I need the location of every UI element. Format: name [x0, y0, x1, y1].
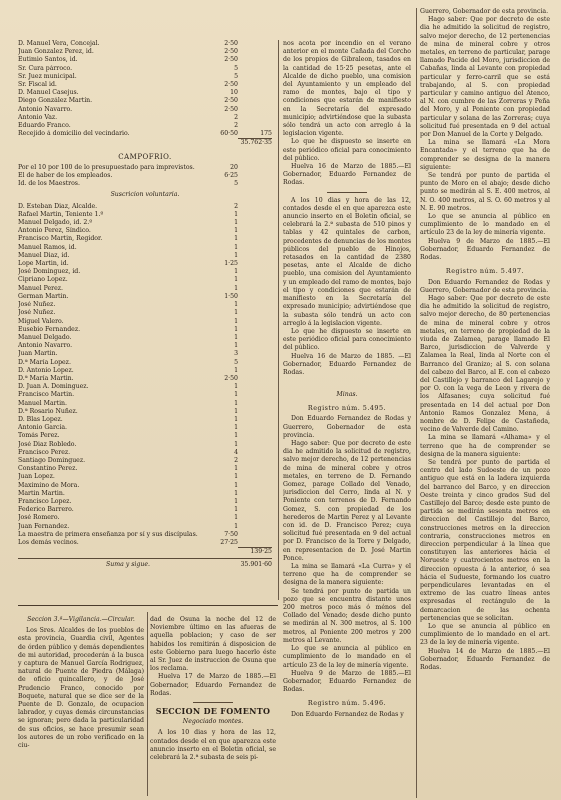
list-item — [18, 235, 272, 243]
column-divider — [147, 612, 148, 796]
reg-para: Don Eduardo Fernandez de Rodas y Guerrero, Gobernador de esta provincia. — [420, 278, 550, 294]
subtotal-value: 35.762·35 — [238, 138, 272, 147]
vigilancia-heading: Seccion 3.ª—Vigilancia.—Circular. — [27, 616, 135, 623]
item-amount: 1 — [234, 301, 238, 309]
fomento-column — [150, 612, 276, 796]
item-amount: 1 — [234, 251, 238, 259]
list-item — [18, 48, 272, 56]
vigilancia-column — [18, 612, 144, 796]
minas-para: Hago saber: Que por decreto de este dia he admitido la solicitud de registro, salvo mejor derecho, de 12 pertenencias de mina de mineral cobre y otros metales, en terreno de D. Fernando Gomez, parage Collado del Venado, jurisdiccion del Cerro, linda al N. y Poniente con terrenos de D. Fernando Gomez, S. con propiedad de los herederos de Martin Perez y al Levante con id. de D. Francisco Perez; cuya solicitud fué presentada en 9 del actual por D. Francisco de la Torre y Delgado, en representacion de D. José Martin Ponce. — [283, 440, 411, 562]
list-item — [18, 506, 272, 514]
subasta-column — [283, 40, 411, 385]
item-name: Manuel Delgado, id. 2.º — [18, 219, 93, 227]
list-item — [18, 114, 272, 122]
list-item — [18, 473, 272, 481]
subasta-paragraph: nos acota por incendio en el verano anterior en el monte Cañada del Corcho de los propios de Gibraleon, tasados en la cantidad de 15·25 pesetas, ante el Alcalde de dicho pueblo, una comision del Ayuntamiento y un empleado del ramo de montes, bajo el tipo y condiciones que estarán de manifiesto en la Secretaría del expresado municipio; advirtiéndose que la subasta sólo tendrá un acto con arreglo á la legislacion vigente. — [283, 40, 411, 138]
suma-value: 35.901·60 — [240, 561, 272, 569]
item-amount: 2·50 — [224, 81, 238, 89]
item-name: Eusebio Fernandez. — [18, 325, 81, 333]
list-item — [18, 350, 272, 358]
list-item — [18, 342, 272, 350]
subtotal-row — [18, 138, 272, 147]
subasta-notice-2: Lo que he dispuesto se inserte en este periódico oficial para conocimiento del público. — [283, 327, 411, 352]
item-name: Federico Barrero. — [18, 506, 74, 514]
item-total — [238, 114, 272, 122]
item-name: Martin Martin. — [18, 489, 65, 497]
list-item — [18, 326, 272, 334]
item-name: Por el 10 por 100 de lo presupuestado para imprevistos. — [18, 163, 195, 171]
item-amount: 1 — [234, 317, 238, 325]
item-name: Juan Lopez. — [18, 473, 55, 481]
campofrio-list — [18, 164, 272, 189]
item-amount: 1 — [234, 514, 238, 522]
item-name: Maximino de Mora. — [18, 481, 80, 489]
subasta-notice: Lo que he dispuesto se inserte en este periódico oficial para conocimiento del público. — [283, 138, 411, 162]
voluntaria-col-total: 139·25 — [238, 547, 272, 556]
minas-heading: Minas. — [336, 391, 358, 398]
item-name: Sr. Juez municipal. — [18, 72, 77, 80]
column-divider — [416, 8, 417, 798]
item-total — [238, 81, 272, 89]
item-name: Cipriano Lopez. — [18, 276, 68, 284]
list-item — [18, 432, 272, 440]
item-amount: 1 — [234, 383, 238, 391]
reg-para: La mina se llamará «Alhama» y el terreno que ha de comprender se designa de la manera siguiente: — [420, 434, 550, 458]
donation-list-column — [18, 40, 272, 610]
list-item — [18, 130, 272, 138]
item-name: Juan Martin. — [18, 350, 58, 358]
list-item — [18, 293, 272, 301]
voluntaria-total-row — [18, 547, 272, 556]
item-amount: 1·50 — [224, 292, 238, 300]
item-total — [238, 89, 272, 97]
item-name: José Nuñez. — [18, 309, 56, 317]
list-item — [18, 375, 272, 383]
item-name: Tomás Perez. — [18, 432, 60, 440]
list-item — [18, 309, 272, 317]
voluntaria-list — [18, 203, 272, 548]
minas-para: Don Eduardo Fernandez de Rodas y — [291, 710, 404, 718]
reg-para: Guerrero, Gobernador de esta provincia. — [420, 8, 549, 15]
reg-para: Lo que se anuncia al público en cumplimiento de lo mandado en el artículo 23 de la ley de minería vigente. — [420, 213, 550, 237]
item-amount: 3 — [234, 350, 238, 358]
item-name: Los demás vecinos. — [18, 538, 79, 546]
list-item — [18, 40, 272, 48]
list-item — [18, 122, 272, 130]
item-name: Santiago Dominguez. — [18, 456, 86, 464]
item-name: Juan Gonzalez Perez, id. — [18, 48, 94, 56]
item-name: Antonio Navarro. — [18, 342, 73, 350]
item-amount: 6·25 — [224, 172, 238, 180]
list-item — [18, 416, 272, 424]
item-amount: 1 — [234, 506, 238, 514]
item-amount: 1 — [234, 407, 238, 415]
item-amount: 60·50 — [220, 130, 238, 138]
list-item — [18, 180, 272, 188]
item-name: Antonio García. — [18, 424, 68, 432]
item-name: Manuel Perez. — [18, 284, 63, 292]
list-item — [18, 383, 272, 391]
item-name: José Romero. — [18, 514, 60, 522]
item-amount: 1 — [234, 489, 238, 497]
item-name: Antonio Perez, Síndico. — [18, 227, 91, 235]
item-total — [238, 164, 272, 172]
list-item — [18, 301, 272, 309]
suma-row — [18, 561, 272, 569]
item-amount: 2·50 — [224, 48, 238, 56]
item-name: Recejido á domicilio del vecindario. — [18, 130, 130, 138]
list-item — [18, 514, 272, 522]
item-name: D. Esteban Diaz, Alcalde. — [18, 202, 98, 210]
item-name: D.ª María Lopez. — [18, 358, 71, 366]
item-amount: 27·25 — [220, 538, 238, 546]
list-item — [18, 172, 272, 180]
reg-para: La mina se llamará «La Mora Encantada» y el terreno que ha de comprender se designa de la manera siguiente: — [420, 139, 550, 171]
item-name: Constantino Perez. — [18, 465, 78, 473]
minas-para: Don Eduardo Fernandez de Rodas y Guerrero, Gobernador de esta provincia. — [283, 415, 411, 439]
list-item — [18, 334, 272, 342]
donation-list-top — [18, 40, 272, 138]
list-item — [18, 482, 272, 490]
fomento-para: A los 10 dias y hora de las 12, contados desde el en que aparezca este anuncio inserto en el Boletin oficial, se celebrará la 2.ª subasta de seis pi- — [150, 729, 276, 762]
item-amount: 1 — [234, 333, 238, 341]
list-item — [18, 424, 272, 432]
item-name: D. Manuel Vera, Concejal. — [18, 40, 100, 47]
list-item — [18, 441, 272, 449]
item-amount: 2·50 — [224, 97, 238, 105]
item-name: José Nuñez. — [18, 301, 56, 309]
list-item — [18, 457, 272, 465]
voluntaria-heading: Suscricion voluntaria. — [110, 191, 180, 199]
list-item — [18, 539, 272, 547]
item-amount: 1 — [234, 210, 238, 218]
item-amount: 7·50 — [224, 530, 238, 538]
item-name: Eutimio Santos, id. — [18, 56, 78, 64]
campofrio-heading: CAMPOFRIO. — [118, 152, 172, 161]
item-total — [238, 122, 272, 130]
item-name: D.ª María Martin. — [18, 374, 74, 382]
item-amount: 1 — [234, 465, 238, 473]
list-item — [18, 97, 272, 105]
vigilancia-signature: Huelva 17 de Marzo de 1885.—El Gobernador, Eduardo Fernandez de Rodas. — [150, 673, 276, 697]
item-amount: 1 — [234, 424, 238, 432]
reg-para: Lo que se anuncia al público en cumplimiento de lo mandado en el art. 23 de la ley de minería vigente. — [420, 623, 550, 647]
subasta-paragraph-2: A los 10 dias y hora de las 12, contados desde el en que aparezca este anuncio inserto en el Boletin oficial, se celebrará la 2.ª subasta de 510 pinos y tablas y 42 quintales de carbon, procedentes de denuncias de los montes públicos del pueblo de Hinojos, retasados en la cantidad de 2380 pesetas, ante el Alcalde de dicho pueblo, una comision del Ayuntamiento y un empleado del ramo de montes, bajo el tipo y condiciones que estarán de manifiesto en la Secretaría del expresado municipio; advirtiéndose que la subasta sólo tendrá un acto con arreglo á la legislacion vigente. — [283, 196, 411, 327]
list-item — [18, 252, 272, 260]
item-total — [238, 97, 272, 105]
list-item — [18, 498, 272, 506]
item-amount: 1 — [234, 391, 238, 399]
section-divider — [18, 605, 278, 606]
item-name: Sr. Fiscal id. — [18, 81, 57, 89]
item-total — [238, 106, 272, 114]
list-item — [18, 490, 272, 498]
item-amount: 1 — [234, 522, 238, 530]
item-name: D. Manuel Casejus. — [18, 89, 79, 97]
item-amount: 1 — [234, 399, 238, 407]
subasta-signature: Huelva 16 de Marzo de 1885.—El Gobernador, Eduardo Fernandez de Rodas. — [283, 163, 411, 187]
item-amount: 2 — [234, 202, 238, 210]
reg-para: Se tendrá por punto de partida el centro del lado Sudoeste de un pozo antiguo que está en la ladera izquierda del barranco del Barco, y en direccion Oeste treinta y cinco grados Sud del Castillejo del Barco; desde este punto de partida se medirán sesenta metros en direccion del Castillejo del Barco, construcciones metros en la direccion contraria, construcciones metros en direccion perpendicular á la línea que constituyen las anteriores hácia el Norueste y cuatrocientos metros en la direccion opuesta á la anterior, ó sea hácia el Sudueste, formando los cuatro perpendiculares levantadas en el extremo de las cuatro líneas antes expresadas el rectángulo de la demarcacion de las ochenta pertenencias que se solicitan. — [420, 458, 550, 622]
item-name: Francisco Martin. — [18, 391, 75, 399]
item-name: D. Juan A. Dominguez. — [18, 383, 89, 391]
list-item — [18, 268, 272, 276]
item-amount: 1 — [234, 366, 238, 374]
item-amount: 1 — [234, 227, 238, 235]
list-item — [18, 531, 272, 539]
item-amount: 1·25 — [224, 260, 238, 268]
item-amount: 2 — [234, 456, 238, 464]
list-item — [18, 465, 272, 473]
list-item — [18, 244, 272, 252]
registro-5495: Registro núm. 5.495. — [307, 404, 387, 413]
item-amount: 5 — [234, 64, 238, 72]
item-amount: 1 — [234, 440, 238, 448]
reg-para: Se tendrá por punto de partida el punto de Moro en el abajo; desde dicho punto se medirán al S. E. 400 metros, al N. O. 400 metros, al S. O. 60 metros y al N. E. 90 metros. — [420, 172, 550, 212]
list-item — [18, 65, 272, 73]
item-name: José Dominguez, id. — [18, 268, 81, 276]
item-name: Francisco Martin, Regidor. — [18, 235, 103, 243]
item-amount: 1 — [234, 432, 238, 440]
item-total — [238, 172, 272, 180]
item-name: Antonio Navarro. — [18, 105, 73, 113]
list-item — [18, 276, 272, 284]
item-name: Manuel Ramos, id. — [18, 243, 77, 251]
item-total — [238, 40, 272, 48]
item-amount: 1 — [234, 309, 238, 317]
item-name: Sr. Cura párroco. — [18, 64, 73, 72]
item-amount: 1 — [234, 268, 238, 276]
subasta-signature-2: Huelva 16 de Marzo de 1885. —El Gobernador, Eduardo Fernandez de Rodas. — [283, 352, 411, 376]
item-total — [238, 73, 272, 81]
list-item — [18, 203, 272, 211]
list-item — [18, 106, 272, 114]
list-item — [18, 449, 272, 457]
item-amount: 1 — [234, 473, 238, 481]
item-name: D. Antonio Lopez. — [18, 366, 74, 374]
item-amount: 1 — [234, 276, 238, 284]
item-name: Manuel Delgado. — [18, 333, 72, 341]
negociado-heading: Negociado montes. — [182, 718, 244, 726]
vigilancia-para: Los Sres. Alcaldes de los pueblos de esta provincia, Guardia civil, Agentes de órden público y demás dependientes de mi autoridad, procederán á la busca y captura de Manuel García Rodriguez, natural de Puente de Piedra (Málaga) de oficio quincallero, y de José Prudencio Franco, conocido por Boquete, natural que se dice ser de la Puente de D. Gonzalo, de ocupacion labrador, y cuyas demás circunstancias se ignoran; pero dada la particularidad de sus oficios, se hace presumir sean los autores de un robo verificado en la ciu- — [18, 627, 144, 750]
item-amount: 4 — [234, 448, 238, 456]
item-name: Eduardo Franco. — [18, 122, 71, 130]
list-item — [18, 359, 272, 367]
item-name: German Martin. — [18, 292, 69, 300]
item-total — [238, 48, 272, 56]
minas-column — [283, 388, 411, 796]
reg-signature: Huelva 14 de Marzo de 1885.—El Gobernador, Eduardo Fernandez de Rodas. — [420, 647, 550, 672]
vigilancia-continuation: dad de Osuna la noche del 12 de Noviembre último en las afueras de aquella poblacion; y caso de ser habidos los remitirán á disposicion de este Gobierno para luego hacerlo éste al Sr. Juez de instruccion de Osuna que los reclama. — [150, 616, 276, 673]
reg-signature: Huelva 9 de Marzo de 1885.—El Gobernador, Eduardo Fernandez de Rodas. — [420, 237, 550, 262]
item-amount: 10 — [230, 89, 238, 97]
item-amount: 1 — [234, 325, 238, 333]
minas-para: Se tendrá por punto de partida un pozo que se encuentra distante unos 200 metros poco más ó ménos del Collado del Venado; desde dicho punto se medirán al N. 300 metros, al S. 100 metros, al Poniente 200 metros y 200 metros al Levante. — [283, 587, 411, 644]
item-name: Miguel Valero. — [18, 317, 64, 325]
list-item — [18, 81, 272, 89]
item-amount: 5 — [234, 180, 238, 188]
item-amount: 2 — [234, 122, 238, 130]
item-amount: 5 — [234, 358, 238, 366]
reg-para: Hago saber: Que por decreto de este dia he admitido la solicitud de registro, salvo mejor derecho, de 80 pertenencias de mina de mineral cobre y otros metales, en terreno de propiedad de la viuda de Zalamea, parage llamado El Barco, jurisdiccion de Valverde y Zalamea la Real, linda al Norte con el Barranco del Granizo; al S. con solana del cabezo del Barco, al E. con el cabezo del Castillejo y barranco del Lagarejo y por O. con la vega de Leon y rivera de los Alfasanes; cuya solicitud fué presentada en 14 del actual por Don Antonio Ramos Gonzalez Mena, á nombre de D. Felipe de Castañeda, vecino de Valverde del Camino. — [420, 294, 550, 434]
item-name: Manuel Diaz, id. — [18, 251, 70, 259]
item-total — [238, 65, 272, 73]
item-name: Antonio Vaz. — [18, 113, 58, 121]
list-item — [18, 56, 272, 64]
list-item — [18, 164, 272, 172]
item-total: 175 — [260, 130, 272, 138]
item-amount: 1 — [234, 284, 238, 292]
item-amount: 5 — [234, 72, 238, 80]
fomento-heading: SECCION DE FOMENTO — [155, 706, 271, 717]
item-name: Diego González Martín. — [18, 97, 93, 105]
item-total — [238, 180, 272, 188]
item-name: Rafael Martin, Teniente 1.º — [18, 210, 104, 218]
registro-5497: Registro núm. 5.497. — [445, 267, 525, 276]
item-name: José Diaz Robledo. — [18, 440, 77, 448]
item-name: D. Blas Lopez. — [18, 415, 63, 423]
list-item — [18, 391, 272, 399]
item-name: El de haber de los empleados. — [18, 172, 113, 180]
item-name: Francisco Perez. — [18, 448, 71, 456]
list-item — [18, 367, 272, 375]
item-name: Manuel Martin. — [18, 399, 68, 407]
minas-signature: Huelva 9 de Marzo de 1885.—El Gobernador, Eduardo Fernandez de Rodas. — [283, 669, 411, 694]
list-item — [18, 73, 272, 81]
item-amount: 1 — [234, 235, 238, 243]
list-item — [18, 400, 272, 408]
item-amount: 1 — [234, 219, 238, 227]
item-name: Juan Fernandez. — [18, 522, 70, 530]
item-amount: 2·50 — [224, 56, 238, 64]
reg-para: Hago saber: Que por decreto de este dia he admitido la solicitud de registro, salvo mejor derecho, de 12 pertenencias de mina de mineral cobre y otros metales, en terreno de particular, parage llamado Pacide del Moro, jurisdiccion de Cabañas, linda al Levante con propiedad particular y ferro-carril que se está trabajando, al S. con propiedad particular y camino antiguo del Atenco, al N. con cumbre de las Zorreras y Peña del Moro, y al Poniente con propiedad particular y solana de las Zorreras; cuya solicitud fué presentada en 9 del actual por Don Manuel de la Corte y Delgado. — [420, 16, 550, 139]
item-amount: 2·50 — [224, 105, 238, 113]
item-name: Francisco Lopez. — [18, 497, 72, 505]
minas-para: Lo que se anuncia al público en cumplimiento de lo mandado en el artículo 23 de la ley de minería vigente. — [283, 645, 411, 669]
list-item — [18, 219, 272, 227]
item-total — [238, 56, 272, 64]
item-name: Id. de los Maestros. — [18, 180, 80, 188]
minas-para: La mina se llamará «La Curra» y el terreno que ha de comprender se designa de la manera siguiente: — [283, 563, 411, 587]
list-item — [18, 318, 272, 326]
item-name: La maestra de primera enseñanza por sí y sus discípulas. — [18, 530, 198, 538]
list-item — [18, 227, 272, 235]
item-amount: 2 — [234, 113, 238, 121]
registro-column — [420, 8, 550, 793]
item-amount: 1 — [234, 342, 238, 350]
list-item — [18, 89, 272, 97]
suma-label: Suma y sigue. — [106, 561, 150, 569]
item-amount: 2·50 — [224, 374, 238, 382]
item-amount: 1 — [234, 415, 238, 423]
list-item — [18, 260, 272, 268]
item-amount: 1 — [234, 481, 238, 489]
item-name: Lope Martin, id. — [18, 260, 69, 268]
list-item — [18, 211, 272, 219]
item-name: D.ª Rosario Nuñez. — [18, 407, 78, 415]
list-item — [18, 523, 272, 531]
item-amount: 1 — [234, 243, 238, 251]
list-item — [18, 285, 272, 293]
list-item — [18, 408, 272, 416]
registro-5496: Registro núm. 5.496. — [307, 699, 387, 708]
item-amount: 2·50 — [224, 40, 238, 47]
column-divider — [278, 40, 279, 600]
item-amount: 20 — [230, 163, 238, 171]
item-amount: 1 — [234, 497, 238, 505]
